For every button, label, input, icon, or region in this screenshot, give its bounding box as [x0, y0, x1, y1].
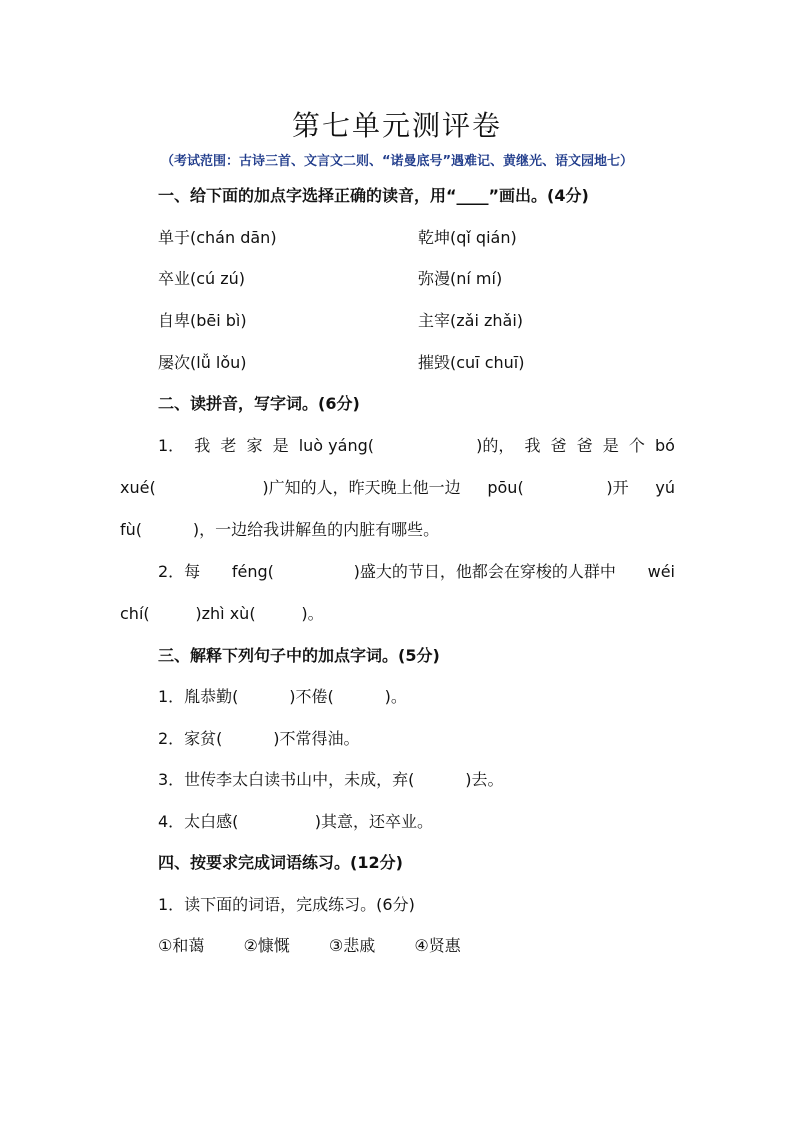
pinyin-choice-item: 屡次(lǚ lǒu): [158, 353, 247, 372]
blank-luoyang: [299, 435, 466, 457]
pinyin-choice-item: 主宰(zǎi zhǎi): [418, 311, 524, 330]
pinyin-blank-open: pōu(: [487, 478, 524, 497]
pinyin-choice-item: 乾坤(qǐ qián): [418, 228, 517, 247]
text-char: 老: [220, 436, 237, 455]
question-number: 1．: [158, 436, 185, 455]
pinyin-choice-item: 卒业(cú zú): [158, 269, 246, 288]
text-char: 个: [628, 436, 645, 455]
text-char: 我: [524, 436, 541, 455]
text-char: 我: [194, 436, 211, 455]
text-char: 是: [272, 436, 289, 455]
section2-heading: 二、读拼音，写字词。(6分): [158, 394, 360, 413]
pinyin-choice-item: 摧毁(cuī chuī): [418, 353, 525, 372]
text-char: 爸: [576, 436, 593, 455]
word-item: ①和蔼: [158, 936, 205, 955]
section3-item: 4．太白感( )其意，还卒业。: [158, 812, 433, 831]
blank-feng: [232, 561, 322, 583]
section2-q1-line1: [158, 435, 675, 457]
section3-item: 2．家贫( )不常得油。: [158, 729, 360, 748]
blank-xue: [120, 477, 236, 499]
section2-q2-line1: [158, 561, 675, 583]
section4-heading: 四、按要求完成词语练习。(12分): [158, 853, 403, 872]
pinyin-choice-item: 单于(chán dān): [158, 228, 277, 247]
text-segment: )开: [606, 478, 629, 497]
section3-item: 3．世传李太白读书山中，未成，弃( )去。: [158, 770, 504, 789]
pinyin-choice-item: 弥漫(ní mí): [418, 269, 503, 288]
pinyin-blank-open: luò yáng(: [298, 436, 374, 455]
text-segment: wéi: [647, 562, 675, 581]
section3-heading: 三、解释下列句子中的加点字词。(5分): [158, 646, 440, 665]
section2-q1-line3: fù( )，一边给我讲解鱼的内脏有哪些。: [120, 520, 440, 539]
text-char: 家: [246, 436, 263, 455]
section2-q1-line2: [120, 477, 675, 499]
text-char: )的，: [476, 436, 515, 455]
page-title: 第七单元测评卷: [291, 109, 502, 142]
section2-q2-line2: chí( )zhì xù( )。: [120, 604, 324, 623]
text-char: bó: [654, 436, 675, 455]
text-segment: yú: [655, 478, 675, 497]
section4-sub1: 1．读下面的词语，完成练习。(6分): [158, 895, 415, 914]
blank-pou: [487, 477, 579, 499]
text-char: 是: [602, 436, 619, 455]
word-item: ②慷慨: [243, 936, 290, 955]
section1-heading: 一、给下面的加点字选择正确的读音，用“____”画出。(4分): [158, 186, 589, 205]
word-item: ④贤惠: [414, 936, 461, 955]
word-item: ③悲戚: [328, 936, 376, 955]
pinyin-choice-item: 自卑(bēi bì): [158, 311, 247, 330]
word-list: [158, 935, 495, 957]
section3-item: 1．胤恭勤( )不倦( )。: [158, 687, 407, 706]
text-char: 爸: [550, 436, 567, 455]
text-segment: )盛大的节日，他都会在穿梭的人群中: [353, 562, 616, 581]
text-segment: 2．每: [158, 562, 201, 581]
pinyin-blank-open: xué(: [120, 478, 156, 497]
exam-scope-subtitle: （考试范围：古诗三首、文言文二则、“诺曼底号”遇难记、黄继光、语文园地七）: [160, 154, 634, 169]
text-segment: )广知的人，昨天晚上他一边: [262, 478, 461, 497]
pinyin-blank-open: féng(: [231, 562, 274, 581]
